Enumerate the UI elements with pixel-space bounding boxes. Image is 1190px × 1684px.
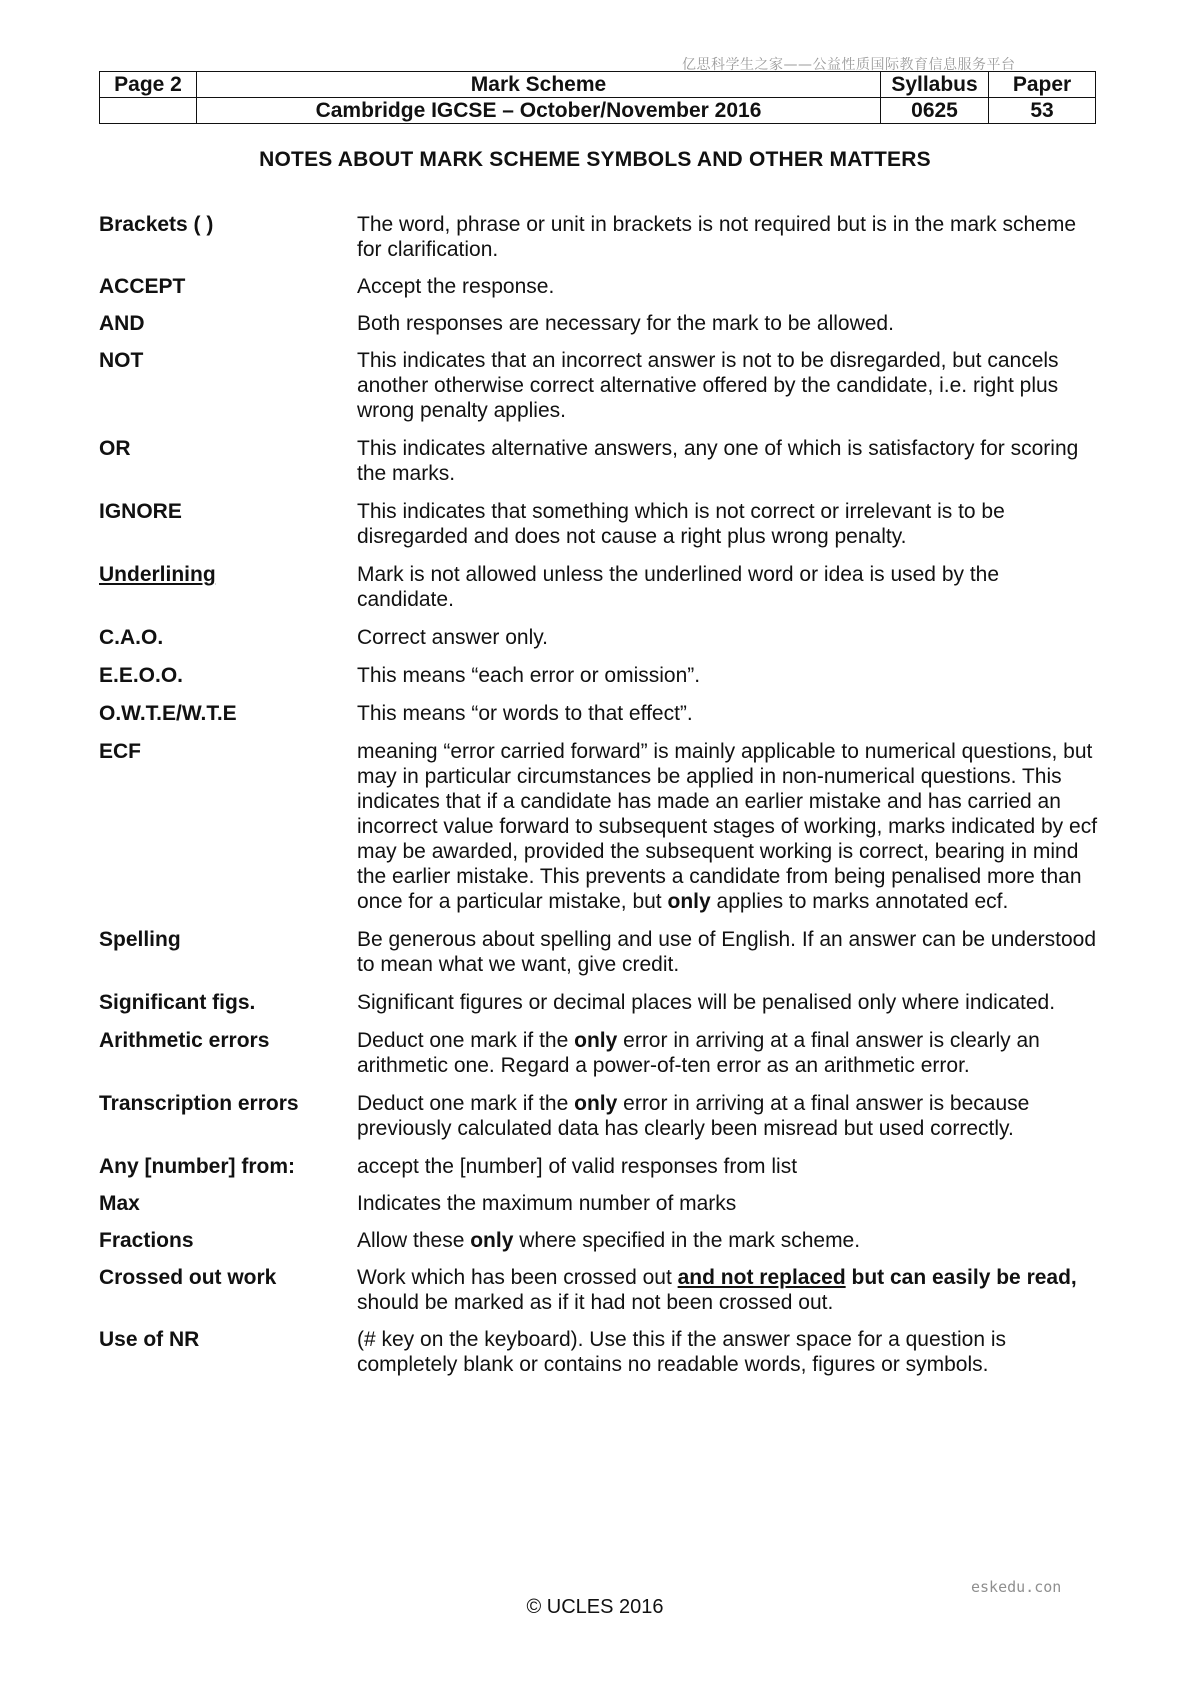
note-term: Max [99,1192,140,1215]
note-term: Fractions [99,1229,194,1252]
note-row [99,274,1099,299]
note-row [99,927,1099,977]
note-term: OR [99,437,131,460]
note-desc: accept the [number] of valid responses from list [357,1155,798,1178]
note-row [99,311,1099,336]
header-paper: 53 [989,98,1096,124]
note-desc-text: applies to marks annotated ecf. [716,890,1009,913]
note-desc: The word, phrase or unit in brackets is not required but is in the mark scheme for clarification. [357,213,1077,261]
note-desc [357,1265,1099,1315]
note-row [99,348,1099,423]
note-row [99,1154,1099,1179]
note-term: Crossed out work [99,1266,277,1289]
header-table [99,71,1096,124]
note-row [99,625,1099,650]
header-syllabus-label: Syllabus [881,72,989,98]
note-row [99,739,1099,914]
note-desc-text: Deduct one mark if the [357,1029,569,1052]
note-desc [357,739,1099,914]
footer-copyright: © UCLES 2016 [526,1596,664,1618]
note-desc-emphasis: only [470,1229,514,1252]
note-desc: Correct answer only. [357,626,549,649]
note-term: ACCEPT [99,275,186,298]
note-desc: Accept the response. [357,275,555,298]
note-desc: This indicates alternative answers, any one of which is satisfactory for scoring the marks. [357,437,1079,485]
note-desc: Indicates the maximum number of marks [357,1192,737,1215]
note-desc-emphasis: only [574,1029,618,1052]
note-term: O.W.T.E/W.T.E [99,702,237,725]
note-term: Underlining [99,563,216,586]
note-desc [357,1028,1099,1078]
note-row [99,1191,1099,1216]
note-desc: This means “each error or omission”. [357,664,701,687]
note-desc: Be generous about spelling and use of English. If an answer can be understood to mean what we want, give credit. [357,928,1097,976]
page-title: NOTES ABOUT MARK SCHEME SYMBOLS AND OTHER MATTERS [259,148,931,171]
note-row [99,1327,1099,1377]
note-row [99,562,1099,612]
note-desc-text: Allow these [357,1229,465,1252]
header-page: Page 2 [100,72,197,98]
watermark-top: 亿思科学生之家——公益性质国际教育信息服务平台 [682,57,1016,73]
note-desc-text: error in arriving at a final answer is because previously calculated data has clearly been misread but used correctly. [357,1092,1030,1140]
note-term: Any [number] from: [99,1155,295,1178]
note-desc: This indicates that an incorrect answer is not to be disregarded, but cancels another otherwise correct alternative offered by the candidate, i.e. right plus wrong penalty applies. [357,349,1059,422]
header-exam: Cambridge IGCSE – October/November 2016 [197,98,881,124]
note-term: Significant figs. [99,991,256,1014]
notes-list [99,212,1099,1377]
note-row [99,1228,1099,1253]
note-term: Arithmetic errors [99,1029,270,1052]
note-desc-text: where specified in the mark scheme. [519,1229,861,1252]
note-desc-underlined: and not replaced [677,1266,846,1289]
note-desc-emphasis: only [667,890,711,913]
note-desc-text: Work which has been crossed out [357,1266,672,1289]
note-row [99,990,1099,1015]
header-empty-cell [100,98,197,124]
note-desc [357,1228,1099,1253]
note-row [99,663,1099,688]
note-row [99,499,1099,549]
note-row [99,436,1099,486]
note-row [99,701,1099,726]
note-row [99,1265,1099,1315]
note-desc: This indicates that something which is not correct or irrelevant is to be disregarded and does not cause a right plus wrong penalty. [357,500,1005,548]
note-term: Spelling [99,928,181,951]
note-term: IGNORE [99,500,182,523]
header-syllabus: 0625 [881,98,989,124]
note-desc-emphasis: only [574,1092,618,1115]
note-row [99,212,1099,262]
note-desc-text: Deduct one mark if the [357,1092,569,1115]
note-term: ECF [99,740,141,763]
note-term: Brackets ( ) [99,213,214,236]
note-term: C.A.O. [99,626,164,649]
note-row [99,1028,1099,1078]
note-desc: (# key on the keyboard). Use this if the answer space for a question is completely blank or contains no readable words, figures or symbols. [357,1328,1007,1376]
note-desc-text: error in arriving at a final answer is clearly an arithmetic one. Regard a power-of-ten error as an arithmetic error. [357,1029,1040,1077]
note-desc: This means “or words to that effect”. [357,702,693,725]
note-desc: Significant figures or decimal places will be penalised only where indicated. [357,991,1056,1014]
note-row [99,1091,1099,1141]
note-desc-text: meaning “error carried forward” is mainly applicable to numerical questions, but may in particular circumstances be applied in non-numerical questions. This indicates that if a candidate has made an earlier mistake and has carried an incorrect value forward to subsequent stages of working, marks indicated by ecf may be awarded, provided the subsequent working is correct, bearing in mind the earlier mistake. This prevents a candidate from being penalised more than once for a particular mistake, but [357,740,1098,913]
note-desc-text: should be marked as if it had not been crossed out. [357,1291,834,1314]
note-term: E.E.O.O. [99,664,184,687]
note-desc: Both responses are necessary for the mark to be allowed. [357,312,894,335]
header-paper-label: Paper [989,72,1096,98]
note-term: Use of NR [99,1328,200,1351]
note-desc-emphasis: but can easily be read, [851,1266,1077,1289]
note-desc: Mark is not allowed unless the underlined word or idea is used by the candidate. [357,563,1000,611]
note-term: Transcription errors [99,1092,299,1115]
watermark-bottom: eskedu.con [971,1578,1062,1596]
header-title: Mark Scheme [197,72,881,98]
note-desc [357,1091,1099,1141]
note-term: NOT [99,349,144,372]
note-term: AND [99,312,145,335]
